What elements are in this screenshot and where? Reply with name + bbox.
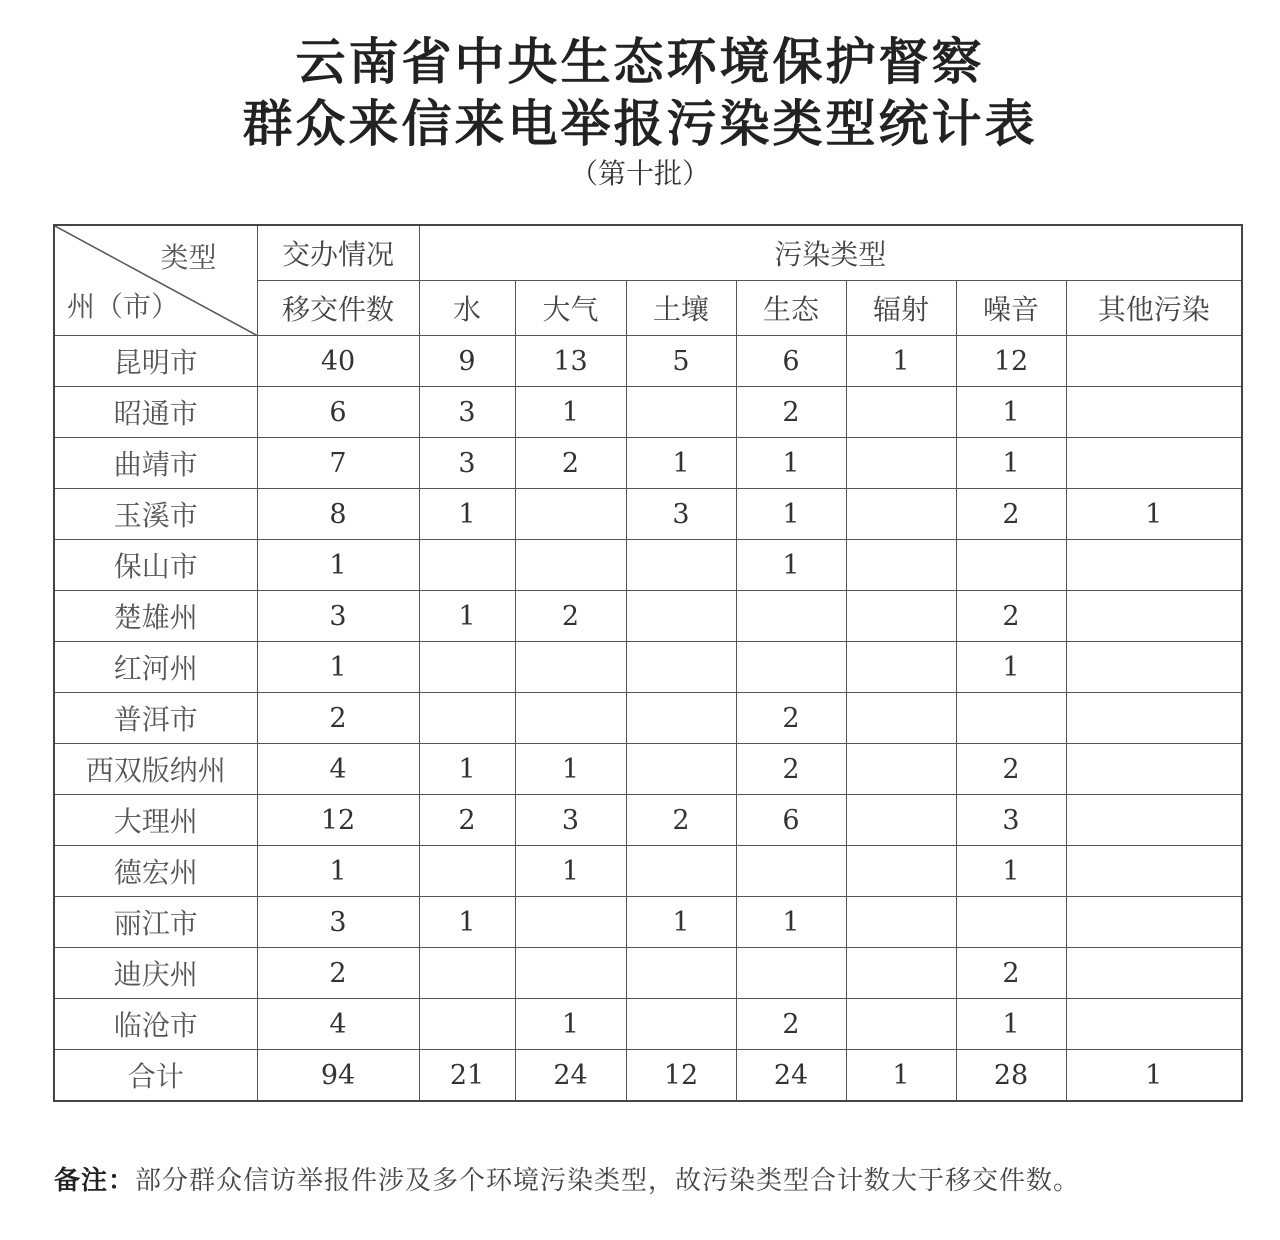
footnote-label: 备注： (54, 1166, 136, 1196)
total-row (54, 1050, 1242, 1102)
type-header-air: 大气 (515, 281, 626, 336)
region-name-cell: 合计 (54, 1050, 257, 1102)
table-row (54, 540, 1242, 591)
pollution-count-cell (1066, 744, 1242, 795)
diagonal-header-cell (54, 225, 257, 336)
pollution-count-cell: 1 (419, 489, 515, 540)
pollution-count-cell: 3 (419, 387, 515, 438)
pollution-count-cell (736, 948, 846, 999)
pollution-count-cell: 3 (626, 489, 736, 540)
pollution-count-cell (1066, 387, 1242, 438)
table-row (54, 999, 1242, 1050)
pollution-count-cell: 1 (736, 540, 846, 591)
transfer-count-cell: 7 (257, 438, 419, 489)
pollution-count-cell: 2 (956, 948, 1066, 999)
pollution-count-cell: 1 (846, 1050, 956, 1102)
pollution-count-cell (846, 795, 956, 846)
pollution-count-cell (736, 642, 846, 693)
table-row (54, 489, 1242, 540)
pollution-count-cell: 1 (1066, 1050, 1242, 1102)
pollution-count-cell (1066, 642, 1242, 693)
pollution-count-cell: 2 (515, 438, 626, 489)
pollution-count-cell (515, 897, 626, 948)
pollution-count-cell (846, 438, 956, 489)
pollution-count-cell: 1 (626, 438, 736, 489)
transfer-count-cell: 40 (257, 336, 419, 387)
pollution-count-cell (515, 642, 626, 693)
pollution-count-cell (846, 693, 956, 744)
pollution-count-cell: 24 (736, 1050, 846, 1102)
region-name-cell: 昆明市 (54, 336, 257, 387)
pollution-count-cell: 9 (419, 336, 515, 387)
pollution-count-cell (419, 948, 515, 999)
table-row (54, 591, 1242, 642)
pollution-count-cell: 3 (515, 795, 626, 846)
pollution-count-cell (736, 591, 846, 642)
pollution-count-cell (626, 642, 736, 693)
type-header-noise: 噪音 (956, 281, 1066, 336)
pollution-count-cell: 1 (1066, 489, 1242, 540)
region-name-cell: 楚雄州 (54, 591, 257, 642)
transfer-count-header: 移交件数 (257, 281, 419, 336)
pollution-count-cell: 1 (515, 387, 626, 438)
region-name-cell: 红河州 (54, 642, 257, 693)
pollution-count-cell: 3 (956, 795, 1066, 846)
pollution-count-cell (626, 744, 736, 795)
table-row (54, 642, 1242, 693)
transfer-count-cell: 4 (257, 744, 419, 795)
pollution-count-cell (626, 948, 736, 999)
pollution-count-cell (956, 693, 1066, 744)
pollution-count-cell: 1 (419, 897, 515, 948)
pollution-count-cell: 1 (956, 387, 1066, 438)
transfer-count-cell: 4 (257, 999, 419, 1050)
pollution-count-cell (515, 489, 626, 540)
region-name-cell: 玉溪市 (54, 489, 257, 540)
table-row (54, 387, 1242, 438)
table-row (54, 693, 1242, 744)
pollution-count-cell (515, 693, 626, 744)
pollution-count-cell: 2 (956, 591, 1066, 642)
transfer-group-header: 交办情况 (257, 225, 419, 281)
pollution-count-cell (736, 846, 846, 897)
transfer-count-cell: 94 (257, 1050, 419, 1102)
pollution-count-cell: 1 (515, 744, 626, 795)
region-name-cell: 昭通市 (54, 387, 257, 438)
pollution-count-cell: 2 (956, 489, 1066, 540)
pollution-count-cell: 1 (956, 999, 1066, 1050)
table-row (54, 897, 1242, 948)
pollution-count-cell (1066, 438, 1242, 489)
region-name-cell: 大理州 (54, 795, 257, 846)
region-name-cell: 普洱市 (54, 693, 257, 744)
pollution-count-cell: 28 (956, 1050, 1066, 1102)
pollution-count-cell: 13 (515, 336, 626, 387)
pollution-count-cell: 21 (419, 1050, 515, 1102)
pollution-count-cell (846, 846, 956, 897)
region-name-cell: 临沧市 (54, 999, 257, 1050)
pollution-count-cell (626, 387, 736, 438)
pollution-count-cell (846, 642, 956, 693)
transfer-count-cell: 6 (257, 387, 419, 438)
pollution-count-cell: 1 (956, 438, 1066, 489)
type-header-radiation: 辐射 (846, 281, 956, 336)
table-row (54, 948, 1242, 999)
pollution-count-cell (515, 540, 626, 591)
region-name-cell: 德宏州 (54, 846, 257, 897)
pollution-count-cell: 5 (626, 336, 736, 387)
pollution-count-cell (846, 387, 956, 438)
table-row (54, 438, 1242, 489)
header-row-1 (54, 225, 1242, 281)
region-name-cell: 西双版纳州 (54, 744, 257, 795)
table-row (54, 846, 1242, 897)
region-name-cell: 迪庆州 (54, 948, 257, 999)
pollution-count-cell: 2 (736, 999, 846, 1050)
pollution-count-cell: 2 (626, 795, 736, 846)
pollution-count-cell: 1 (736, 897, 846, 948)
pollution-count-cell: 24 (515, 1050, 626, 1102)
title-line-1: 云南省中央生态环境保护督察 (295, 33, 985, 91)
footnote (54, 1160, 1080, 1197)
pollution-count-cell: 1 (736, 438, 846, 489)
region-name-cell: 丽江市 (54, 897, 257, 948)
title-line-2: 群众来信来电举报污染类型统计表 (242, 95, 1038, 153)
pollution-count-cell: 1 (956, 642, 1066, 693)
pollution-count-cell: 2 (736, 387, 846, 438)
region-name-cell: 保山市 (54, 540, 257, 591)
diag-top-label: 类型 (160, 241, 217, 274)
pollution-count-cell (626, 591, 736, 642)
pollution-count-cell (515, 948, 626, 999)
diag-bottom-label: 州（市） (67, 290, 180, 323)
pollution-count-cell (419, 693, 515, 744)
pollution-count-cell (1066, 948, 1242, 999)
type-header-soil: 土壤 (626, 281, 736, 336)
pollution-count-cell (846, 999, 956, 1050)
transfer-count-cell: 2 (257, 948, 419, 999)
transfer-count-cell: 3 (257, 591, 419, 642)
pollution-count-cell: 1 (626, 897, 736, 948)
transfer-count-cell: 1 (257, 642, 419, 693)
pollution-count-cell (419, 999, 515, 1050)
pollution-count-cell (846, 489, 956, 540)
pollution-count-cell (1066, 999, 1242, 1050)
pollution-count-cell (956, 897, 1066, 948)
transfer-count-cell: 3 (257, 897, 419, 948)
pollution-group-header: 污染类型 (419, 225, 1242, 281)
footnote-text: 部分群众信访举报件涉及多个环境污染类型，故污染类型合计数大于移交件数。 (135, 1166, 1081, 1196)
transfer-count-cell: 2 (257, 693, 419, 744)
pollution-count-cell: 1 (419, 591, 515, 642)
pollution-count-cell (846, 540, 956, 591)
pollution-count-cell (956, 540, 1066, 591)
pollution-count-cell: 2 (736, 693, 846, 744)
pollution-count-cell (419, 642, 515, 693)
transfer-count-cell: 1 (257, 846, 419, 897)
pollution-count-cell (846, 897, 956, 948)
pollution-count-cell (1066, 846, 1242, 897)
type-header-water: 水 (419, 281, 515, 336)
pollution-count-cell: 2 (956, 744, 1066, 795)
pollution-count-cell (626, 693, 736, 744)
pollution-count-cell (846, 948, 956, 999)
pollution-count-cell (1066, 591, 1242, 642)
pollution-count-cell: 6 (736, 336, 846, 387)
pollution-count-cell (626, 846, 736, 897)
transfer-count-cell: 12 (257, 795, 419, 846)
pollution-count-cell: 1 (846, 336, 956, 387)
pollution-count-cell: 2 (515, 591, 626, 642)
pollution-count-cell: 1 (515, 846, 626, 897)
pollution-count-cell (1066, 693, 1242, 744)
pollution-count-cell: 1 (956, 846, 1066, 897)
pollution-count-cell (626, 540, 736, 591)
pollution-count-cell (1066, 795, 1242, 846)
pollution-count-cell: 6 (736, 795, 846, 846)
pollution-count-cell (419, 846, 515, 897)
pollution-count-cell (419, 540, 515, 591)
pollution-count-cell (626, 999, 736, 1050)
pollution-count-cell: 12 (956, 336, 1066, 387)
transfer-count-cell: 1 (257, 540, 419, 591)
subtitle: （第十批） (569, 157, 710, 190)
pollution-count-cell: 12 (626, 1050, 736, 1102)
pollution-count-cell: 1 (736, 489, 846, 540)
transfer-count-cell: 8 (257, 489, 419, 540)
statistics-table (53, 224, 1243, 1102)
pollution-count-cell (1066, 897, 1242, 948)
pollution-count-cell: 1 (419, 744, 515, 795)
type-header-other: 其他污染 (1066, 281, 1242, 336)
pollution-count-cell (1066, 540, 1242, 591)
region-name-cell: 曲靖市 (54, 438, 257, 489)
pollution-count-cell (846, 744, 956, 795)
table-row (54, 744, 1242, 795)
table-row (54, 336, 1242, 387)
pollution-count-cell: 2 (419, 795, 515, 846)
pollution-count-cell: 1 (515, 999, 626, 1050)
table-row (54, 795, 1242, 846)
pollution-count-cell: 3 (419, 438, 515, 489)
pollution-count-cell (846, 591, 956, 642)
pollution-count-cell: 2 (736, 744, 846, 795)
pollution-count-cell (1066, 336, 1242, 387)
type-header-ecology: 生态 (736, 281, 846, 336)
